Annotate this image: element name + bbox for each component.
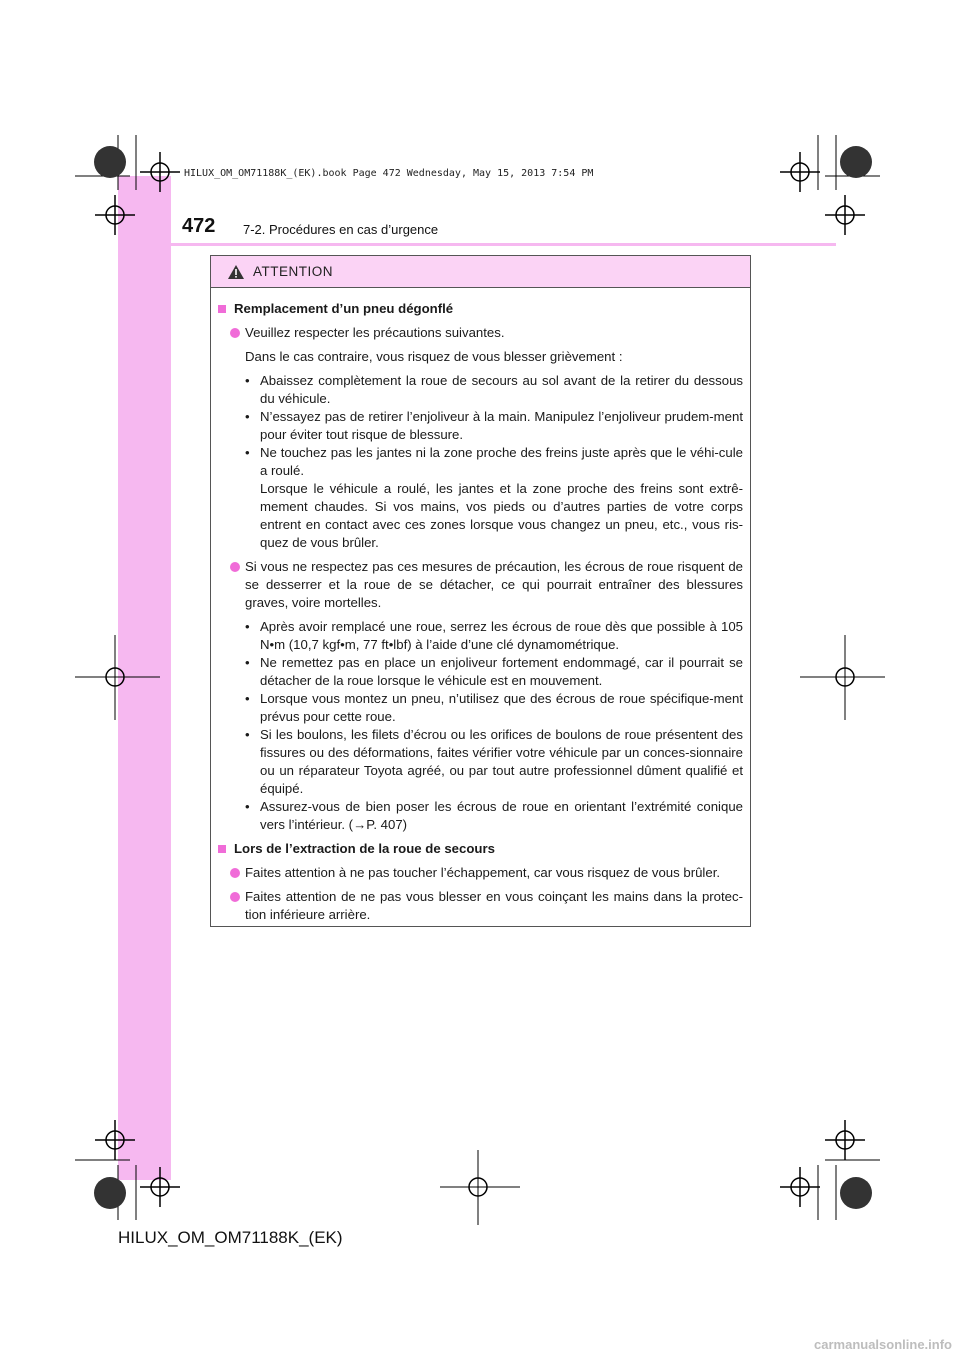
list-item: • Lorsque vous montez un pneu, n’utilisez que des écrous de roue spécifique-ment prévus pour cette roue. <box>245 691 743 724</box>
dot-bullet-icon <box>230 892 240 902</box>
list-item: • Abaissez complètement la roue de secours au sol avant de la retirer du dessous du véhicule. <box>245 373 743 406</box>
list-item-continuation: Lorsque le véhicule a roulé, les jantes et la zone proche des freins sont extrê-mement chaudes. Si vos mains, vos pieds ou d’autres parties de votre corps entrent en contact avec ces zones lorsque vous changez un pneu, etc., vous ris-quez de vous brûler. <box>260 481 743 550</box>
section-heading: Remplacement d’un pneu dégonflé <box>218 300 743 318</box>
item-list <box>245 372 743 552</box>
item-list <box>245 618 743 834</box>
list-item: • Après avoir remplacé une roue, serrez les écrous de roue dès que possible à 105 N•m (10,7 kgf•m, 77 ft•lbf) à l’aide d’une clé dynamométrique. <box>245 619 743 652</box>
round-bullet: Veuillez respecter les précautions suivantes. <box>230 324 743 342</box>
dot-bullet-icon <box>230 868 240 878</box>
list-item: • N’essayez pas de retirer l’enjoliveur à la main. Manipulez l’enjoliveur prudem-ment pour éviter tout risque de blessure. <box>245 409 743 442</box>
list-item: • Assurez-vous de bien poser les écrous de roue en orientant l’extrémité conique vers l’intérieur. (→P. 407) <box>245 799 743 832</box>
square-bullet-icon <box>218 845 226 853</box>
attention-body <box>211 288 750 924</box>
square-bullet-icon <box>218 305 226 313</box>
book-file-stamp: HILUX_OM_OM71188K_(EK).book Page 472 Wednesday, May 15, 2013 7:54 PM <box>184 168 594 179</box>
attention-title: ATTENTION <box>253 264 333 279</box>
attention-box <box>210 255 751 927</box>
round-bullet: Si vous ne respectez pas ces mesures de précaution, les écrous de roue risquent de se desserrer et la roue de se détacher, ce qui pourrait entraîner des blessures graves, voire mortelles. <box>230 558 743 612</box>
round-bullet: Faites attention à ne pas toucher l’échappement, car vous risquez de vous brûler. <box>230 864 743 882</box>
dot-bullet-icon <box>230 562 240 572</box>
section-heading: Lors de l’extraction de la roue de secours <box>218 840 743 858</box>
list-item: • Ne touchez pas les jantes ni la zone proche des freins juste après que le véhi-cule a roulé. <box>245 445 743 478</box>
round-bullet: Faites attention de ne pas vous blesser en vous coinçant les mains dans la protec-tion inférieure arrière. <box>230 888 743 924</box>
dot-bullet-icon <box>230 328 240 338</box>
attention-header <box>211 256 750 288</box>
site-watermark[interactable]: carmanualsonline.info <box>814 1337 952 1352</box>
page-number: 472 <box>182 215 216 237</box>
warning-triangle-icon <box>227 264 245 280</box>
note-text: Dans le cas contraire, vous risquez de vous blesser grièvement : <box>245 349 623 364</box>
model-code-footer: HILUX_OM_OM71188K_(EK) <box>118 1228 343 1247</box>
list-item: • Si les boulons, les filets d’écrou ou les orifices de boulons de roue présentent des fissures ou des déformations, faites vérifier votre véhicule par un conces-sionnaire ou un réparateur Toyota agréé, ou par tout autre professionnel dûment qualifié et équipé. <box>245 727 743 796</box>
section-title: 7-2. Procédures en cas d’urgence <box>243 222 439 237</box>
list-item: • Ne remettez pas en place un enjoliveur fortement endommagé, car il pourrait se détacher de la roue lorsque le véhicule est en mouvement. <box>245 655 743 688</box>
